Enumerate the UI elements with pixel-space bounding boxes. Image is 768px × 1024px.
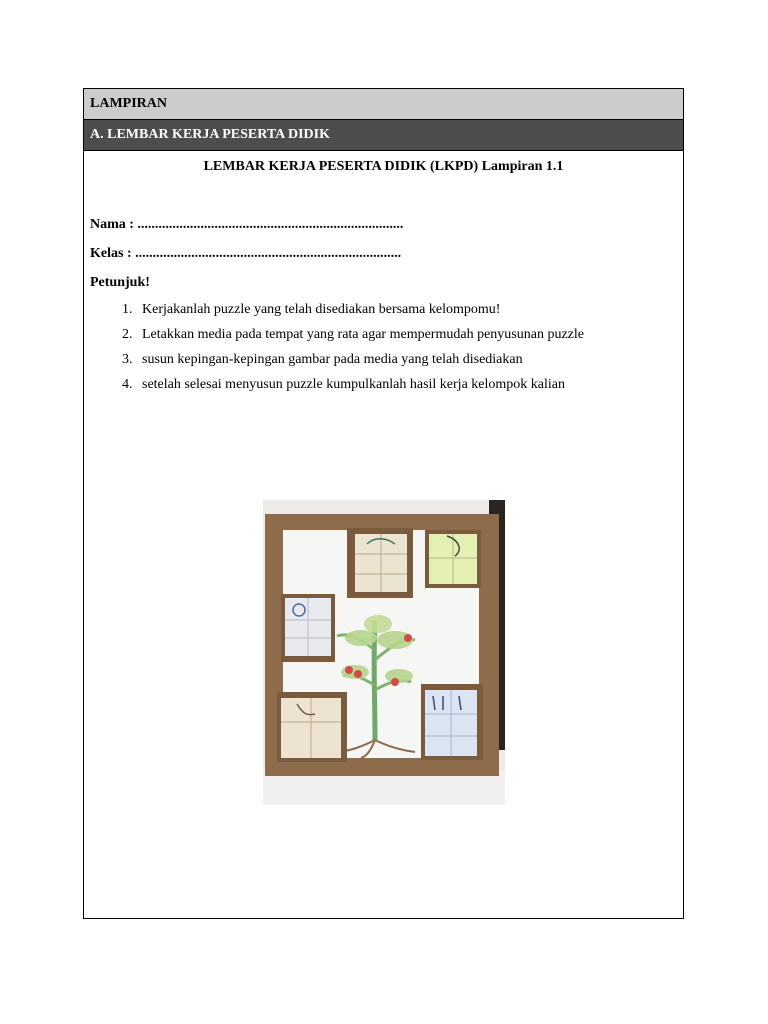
worksheet-title: LEMBAR KERJA PESERTA DIDIK (LKPD) Lampiran 1.1: [203, 159, 564, 174]
worksheet-content: [84, 158, 683, 394]
worksheet-frame: [83, 88, 684, 919]
section-header: A. LEMBAR KERJA PESERTA DIDIK: [84, 120, 683, 151]
instruction-item: 3. susun kepingan-kepingan gambar pada media yang telah disediakan: [136, 351, 677, 369]
puzzle-illustration: [263, 500, 505, 805]
petunjuk-heading: Petunjuk!: [90, 275, 150, 290]
nama-field: Nama : ............................................................................: [90, 217, 404, 232]
instruction-list: [90, 301, 677, 394]
kelas-field: Kelas : ............................................................................: [90, 246, 402, 261]
puzzle-photo: [263, 500, 505, 805]
lampiran-header: LAMPIRAN: [84, 89, 683, 120]
instruction-item: 1. Kerjakanlah puzzle yang telah disediakan bersama kelompomu!: [136, 301, 677, 319]
instruction-item: 4. setelah selesai menyusun puzzle kumpulkanlah hasil kerja kelompok kalian: [136, 376, 677, 394]
instruction-item: 2. Letakkan media pada tempat yang rata agar mempermudah penyusunan puzzle: [136, 326, 677, 344]
